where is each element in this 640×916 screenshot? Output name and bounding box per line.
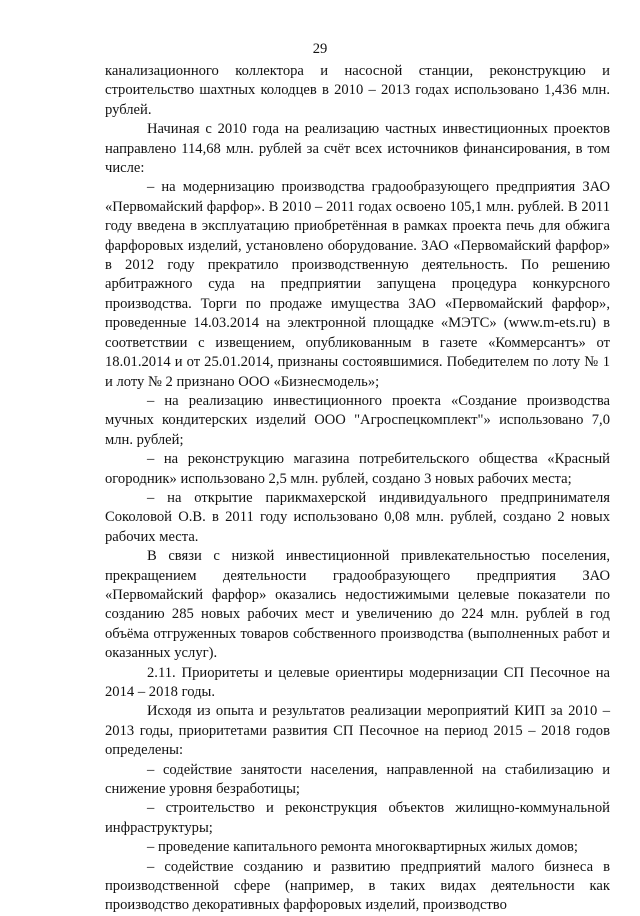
paragraph-continuation: канализационного коллектора и насосной станции, реконструкцию и строительство шахтных колодцев в 2010 – 2013 годах использовано 1,436 млн. рублей.	[105, 63, 610, 118]
list-item-small-business: – содействие созданию и развитию предприятий малого бизнеса в производственной сфере (например, в таких видах деятельности как производство декоративных фарфоровых изделий, производство	[105, 858, 610, 914]
page-number: 29	[312, 41, 328, 57]
section-heading-priorities: 2.11. Приоритеты и целевые ориентиры модернизации СП Песочное на 2014 – 2018 годы.	[105, 664, 610, 700]
list-item-confectionery-project: – на реализацию инвестиционного проекта «Создание производства мучных кондитерских изделий ООО "Агроспецкомплект"» использовано 7,0 млн. рублей;	[105, 392, 610, 448]
list-item-hairdresser: – на открытие парикмахерской индивидуального предпринимателя Соколовой О.В. в 2011 году использовано 0,08 млн. рублей, создано 2 новых рабочих места.	[105, 489, 610, 545]
paragraph-priorities-intro: Исходя из опыта и результатов реализации мероприятий КИП за 2010 – 2013 годы, приоритетами развития СП Песочное на период 2015 – 2018 годов определены:	[105, 703, 610, 759]
paragraph-private-investment: Начиная с 2010 года на реализацию частных инвестиционных проектов направлено 114,68 млн. рублей за счёт всех источников финансирования, в том числе:	[105, 121, 610, 177]
document-body	[105, 62, 610, 916]
list-item-capital-repair: – проведение капитального ремонта многоквартирных жилых домов;	[147, 839, 578, 856]
list-item-infrastructure: – строительство и реконструкция объектов жилищно-коммунальной инфраструктуры;	[105, 800, 610, 836]
list-item-porcelain-modernization: – на модернизацию производства градообразующего предприятия ЗАО «Первомайский фарфор». В 2010 – 2011 годах освоено 105,1 млн. рублей. В 2011 году введена в эксплуатацию приобретённая в рамках проекта печь для обжига фарфоровых изделий, установлено оборудование. ЗАО «Первомайский фарфор» в 2012 году прекратило производственную деятельность. По решению арбитражного суда на предприятии запущена процедура конкурсного производства. Торги по продаже имущества ЗАО «Первомайский фарфор», проведенные 14.03.2014 на электронной площадке «МЭТС» (www.m-ets.ru) в соответствии с извещением, опубликованным в газете «Коммерсантъ» от 18.01.2014 и от 25.01.2014, признаны состоявшимися. Победителем по лоту № 1 и лоту № 2 признано ООО «Бизнесмодель»;	[105, 179, 610, 390]
list-item-shop-reconstruction: – на реконструкцию магазина потребительского общества «Красный огородник» использовано 2,5 млн. рублей, создано 3 новых рабочих места;	[105, 451, 610, 487]
paragraph-unachieved-targets: В связи с низкой инвестиционной привлекательностью поселения, прекращением деятельности градообразующего предприятия ЗАО «Первомайский фарфор» оказались недостижимыми целевые показатели по созданию 285 новых рабочих мест и увеличению до 224 млн. рублей в год объёма отгруженных товаров собственного производства (выполненных работ и оказанных услуг).	[105, 548, 610, 662]
list-item-employment: – содействие занятости населения, направленной на стабилизацию и снижение уровня безработицы;	[105, 761, 610, 798]
